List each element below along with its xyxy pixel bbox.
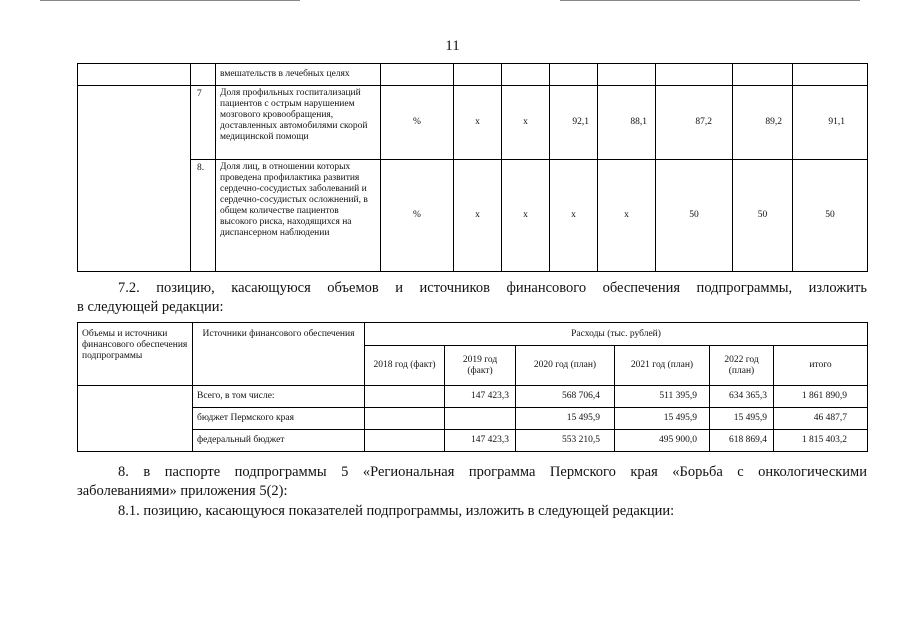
unit-cell: %: [381, 160, 454, 272]
table-cell: [191, 64, 216, 86]
row-number: 7: [191, 86, 216, 160]
value-cell: 15 495,9: [710, 408, 774, 430]
indicator-description: вмешательств в лечебных целях: [216, 64, 381, 86]
table-row: [78, 386, 868, 408]
table-cell: [550, 64, 598, 86]
value-cell: 91,1: [793, 86, 868, 160]
value-cell: 89,2: [733, 86, 793, 160]
value-cell: 568 706,4: [516, 386, 615, 408]
value-cell: 92,1: [550, 86, 598, 160]
expenses-header: Расходы (тыс. рублей): [365, 323, 868, 346]
unit-cell: %: [381, 86, 454, 160]
table-row: [78, 323, 868, 346]
value-cell: х: [502, 160, 550, 272]
value-cell: 553 210,5: [516, 430, 615, 452]
year-header: 2020 год (план): [516, 346, 615, 386]
value-cell: 147 423,3: [445, 386, 516, 408]
row-number: 8.: [191, 160, 216, 272]
table-cell: [78, 64, 191, 86]
value-cell: 50: [733, 160, 793, 272]
value-cell: 50: [793, 160, 868, 272]
value-cell: х: [502, 86, 550, 160]
source-label: федеральный бюджет: [193, 430, 365, 452]
year-header: итого: [774, 346, 868, 386]
value-cell: 15 495,9: [516, 408, 615, 430]
paragraph-8-1: 8.1. позицию, касающуюся показателей подпрограммы, изложить в следующей редакции:: [118, 503, 675, 519]
value-cell: [365, 408, 445, 430]
value-cell: х: [454, 86, 502, 160]
table-cell: [656, 64, 733, 86]
year-header: 2022 год (план): [710, 346, 774, 386]
table-row: [78, 64, 868, 86]
table-cell: [502, 64, 550, 86]
value-cell: [445, 408, 516, 430]
financing-col1-header: Объемы и источники финансового обеспечения подпрограммы: [78, 323, 193, 386]
top-rule-right: [560, 0, 860, 1]
value-cell: х: [598, 160, 656, 272]
value-cell: 147 423,3: [445, 430, 516, 452]
year-header: 2021 год (план): [615, 346, 710, 386]
top-rule-left: [40, 0, 300, 1]
table-cell: [793, 64, 868, 86]
paragraph-7-2-line2: в следующей редакции:: [77, 299, 224, 315]
value-cell: 1 861 890,9: [774, 386, 868, 408]
year-header: 2019 год (факт): [445, 346, 516, 386]
value-cell: [365, 386, 445, 408]
value-cell: 46 487,7: [774, 408, 868, 430]
table-row: [78, 408, 868, 430]
indicator-description: Доля лиц, в отношении которых проведена профилактика развития сердечно-сосудистых заболеваний и сердечно-сосудистых осложнений, в общем количестве пациентов высокого риска, находящихся на диспансерном наблюдении: [216, 160, 381, 272]
table-row: [78, 86, 868, 160]
page-number: 11: [445, 38, 460, 54]
table-cell: [78, 386, 193, 452]
value-cell: 15 495,9: [615, 408, 710, 430]
table-row: [78, 430, 868, 452]
paragraph-8-line1: 8. в паспорте подпрограммы 5 «Региональная программа Пермского края «Борьба с онкологическими: [118, 464, 867, 480]
paragraph-7-2-line1: 7.2. позицию, касающуюся объемов и источников финансового обеспечения подпрограммы, изложить: [118, 280, 867, 296]
indicators-table: [77, 63, 868, 272]
source-label: бюджет Пермского края: [193, 408, 365, 430]
value-cell: 634 365,3: [710, 386, 774, 408]
table-row: [78, 160, 868, 272]
value-cell: 1 815 403,2: [774, 430, 868, 452]
year-header: 2018 год (факт): [365, 346, 445, 386]
source-label: Всего, в том числе:: [193, 386, 365, 408]
table-cell: [598, 64, 656, 86]
value-cell: 495 900,0: [615, 430, 710, 452]
indicator-description: Доля профильных госпитализаций пациентов с острым нарушением мозгового кровообращения, доставленных автомобилями скорой медицинской помощи: [216, 86, 381, 160]
value-cell: 87,2: [656, 86, 733, 160]
value-cell: х: [454, 160, 502, 272]
value-cell: 511 395,9: [615, 386, 710, 408]
table-cell: [381, 64, 454, 86]
financing-col2-header: Источники финансового обеспечения: [193, 323, 365, 386]
table-cell: [78, 86, 191, 272]
table-cell: [733, 64, 793, 86]
value-cell: 618 869,4: [710, 430, 774, 452]
paragraph-8-line2: заболеваниями» приложения 5(2):: [77, 483, 288, 499]
table-cell: [454, 64, 502, 86]
value-cell: 88,1: [598, 86, 656, 160]
value-cell: х: [550, 160, 598, 272]
financing-table: [77, 322, 868, 452]
value-cell: [365, 430, 445, 452]
value-cell: 50: [656, 160, 733, 272]
